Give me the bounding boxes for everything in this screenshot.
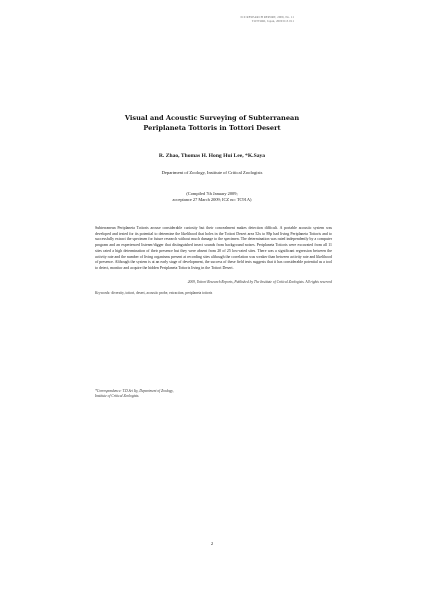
author-list: R. Zhao, Thomas H. Hong Hui Lee, *K.Saya	[158, 153, 266, 159]
keywords-label: Keywords:	[95, 291, 111, 295]
abstract	[95, 226, 332, 272]
keywords	[95, 291, 332, 296]
compilation-note-line-2: acceptance 27 March 2009; ICZ no: TC91A)	[172, 196, 252, 202]
correspondence-line-1: *Correspondence: T.D.Sei Ity, Department of Zoology,	[95, 389, 174, 393]
correspondence-footnote	[95, 389, 174, 399]
copyright-notice: 2009, Tottori Research Reports, Published by The Institute of Critical Zoologists. All rights reserved	[187, 280, 332, 284]
running-header-line-1: ICZ RESEARCH REPORT, 2009, No. 11	[240, 15, 294, 19]
abstract-text: Subterranean Periplaneta Tottoris arouse considerable curiosity but their concealment makes detection difficult. A portable acoustic system was developed and tested for its potential to determine the likelihood that holes in the Tottori Desert area 52x to 88p had living Periplaneta Tottoris and to successfully extract the specimen for future research without much damage to the specimen. The determination was rated independently by a computer program and an experienced listener/digger that distinguished insect sounds from background noises. Periplaneta Tottoris were excavated from all 11 sites rated a high determination of their presence but they were absent from 20 of 25 low-rated sites. There was a significant regression between the activity rate and the number of living organisms present at recording sites although the correlation was weaker than between activity rate and likelihood of presence. Although the system is at an early stage of development, the success of these field tests suggests that it has considerable potential as a tool to detect, monitor and acquire the hidden Periplaneta Tottoris living in the Tottori Desert.	[95, 226, 332, 270]
running-header	[241, 15, 294, 23]
page-number: 2	[210, 541, 214, 546]
paper-title	[60, 114, 364, 133]
paper-title-line-1: Visual and Acoustic Surveying of Subterranean	[124, 114, 300, 122]
affiliation: Department of Zoology, Institute of Critical Zoologists	[161, 170, 263, 175]
running-header-line-2: TOTTORI, Japan, 2009 ICZ 011	[251, 19, 294, 23]
keywords-text: diversity, tottori, desert, acoustic probe, extraction, periplaneta tottoris	[111, 291, 213, 295]
paper-title-line-2: Periplaneta Tottoris in Tottori Desert	[143, 123, 281, 132]
compilation-note-line-1: (Compiled 7th January 2009;	[186, 191, 238, 196]
correspondence-line-2: Institute of Critical Zoologists.	[95, 394, 140, 398]
compilation-note	[60, 191, 364, 203]
